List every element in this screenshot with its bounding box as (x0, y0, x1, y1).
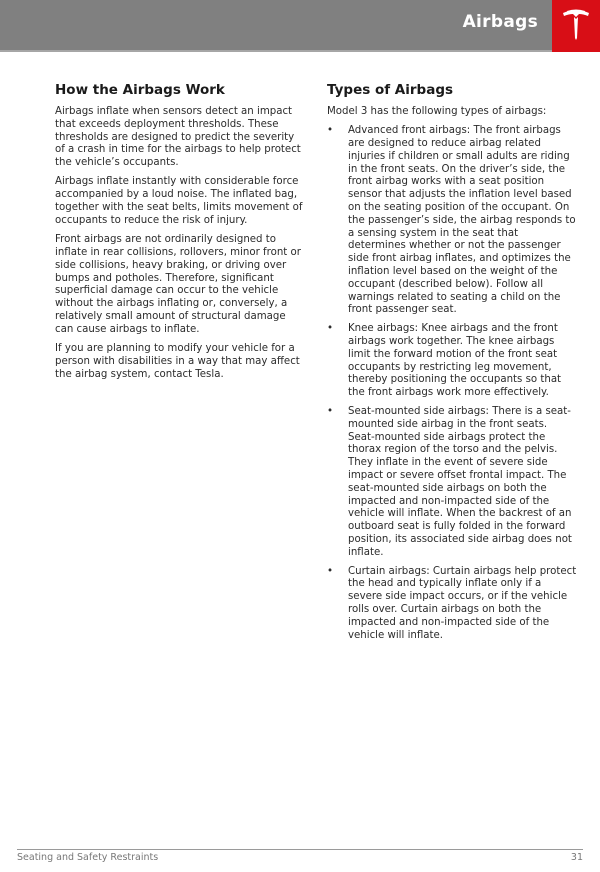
bullet-icon: • (327, 406, 334, 418)
header-divider (0, 50, 600, 52)
airbag-types-list (327, 125, 577, 642)
list-item-text: Advanced front airbags: The front airbags are designed to reduce airbag related injuries if children or small adults are riding in the front seats. On the driver’s side, the front airbag works with a seat position sensor that adjusts the inflation level based on the seating position of the occupant. On the passenger’s side, the airbag responds to a sensing system in the seat that determines whether or not the passenger side front airbag inflates, and optimizes the inflation level based on the weight of the occupant (described below). Follow all warnings related to seating a child on the front passenger seat. (348, 125, 576, 316)
list-item (327, 323, 577, 400)
bullet-icon: • (327, 565, 334, 577)
list-item (327, 566, 577, 643)
footer-section-name: Seating and Safety Restraints (17, 852, 159, 863)
paragraph: Airbags inflate instantly with considerable force accompanied by a loud noise. The inflated bag, together with the seat belts, limits movement of occupants to reduce the risk of injury. (55, 176, 303, 226)
section-title: Airbags (462, 12, 538, 32)
tesla-logo-icon (561, 7, 591, 45)
right-column (327, 82, 577, 648)
left-column (55, 82, 305, 388)
heading-how-airbags-work: How the Airbags Work (55, 82, 225, 98)
list-item-text: Knee airbags: Knee airbags and the front airbags work together. The knee airbags limit the forward motion of the front seat occupants by restricting leg movement, thereby positioning the occupants so that the front airbags work more effectively. (348, 323, 562, 399)
bullet-icon: • (327, 323, 334, 335)
heading-types-of-airbags: Types of Airbags (327, 82, 454, 98)
paragraph: Airbags inflate when sensors detect an impact that exceeds deployment thresholds. These thresholds are designed to predict the severity of a crash in time for the airbags to help protect the vehicle’s occupants. (55, 106, 301, 169)
bullet-icon: • (327, 125, 334, 137)
intro-text: Model 3 has the following types of airbags: (327, 106, 547, 117)
list-item (327, 406, 577, 560)
paragraph: If you are planning to modify your vehicle for a person with disabilities in a way that may affect the airbag system, contact Tesla. (55, 343, 300, 380)
footer-divider (17, 849, 583, 850)
list-item (327, 125, 577, 317)
list-item-text: Curtain airbags: Curtain airbags help protect the head and typically inflate only if a severe side impact occurs, or if the vehicle rolls over. Curtain airbags on both the impacted and non-impacted side of the vehicle will inflate. (348, 565, 577, 641)
paragraph: Front airbags are not ordinarily designed to inflate in rear collisions, rollovers, minor front or side collisions, heavy braking, or driving over bumps and potholes. Therefore, significant superficial damage can occur to the vehicle without the airbags inflating or, conversely, a relatively small amount of structural damage can cause airbags to inflate. (55, 234, 301, 335)
page-number: 31 (570, 852, 583, 863)
list-item-text: Seat-mounted side airbags: There is a seat-mounted side airbag in the front seats. Seat-mounted side airbags protect the thorax region of the torso and the pelvis. They inflate in the event of severe side impact or severe offset frontal impact. The seat-mounted side airbags on both the impacted and non-impacted side of the vehicle will inflate. When the backrest of an outboard seat is fully folded in the forward position, its associated side airbag does not inflate. (348, 406, 572, 558)
logo-block (552, 0, 600, 52)
